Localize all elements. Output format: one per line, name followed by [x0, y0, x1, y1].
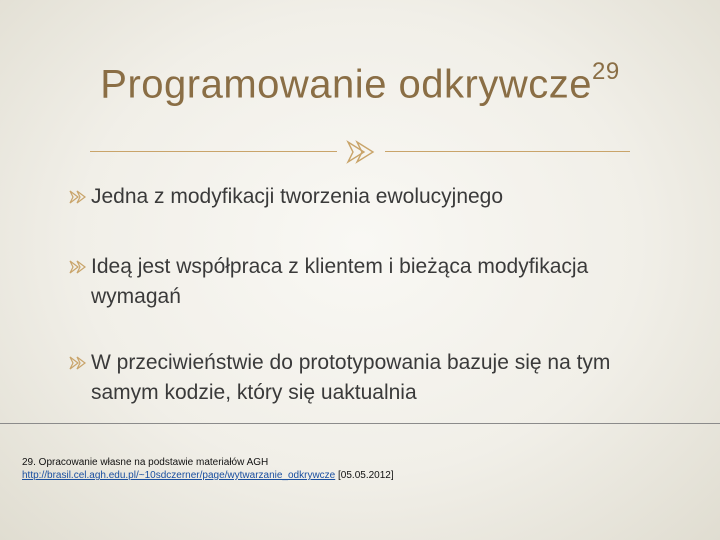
hollow-arrow-icon	[69, 355, 89, 371]
hollow-arrow-icon	[340, 139, 380, 165]
title-footnote-ref: 29	[592, 58, 620, 85]
footnote-date: [05.05.2012]	[335, 470, 394, 481]
hollow-arrow-icon	[69, 259, 89, 275]
footnote-link[interactable]: http://brasil.cel.agh.edu.pl/~10sdczerner/page/wytwarzanie_odkrywcze	[22, 470, 336, 481]
bullet-item	[69, 182, 679, 212]
footnote-separator	[0, 423, 720, 424]
footnote	[22, 456, 394, 482]
bullet-text: Jedna z modyfikacji tworzenia ewolucyjnego	[91, 185, 504, 208]
bullet-item	[69, 252, 679, 312]
hollow-arrow-icon	[69, 189, 89, 205]
footnote-line: 29. Opracowanie własne na podstawie materiałów AGH	[22, 457, 269, 468]
bullet-text: W przeciwieństwie do prototypowania bazuje się na tym samym kodzie, który się uaktualnia	[91, 351, 611, 404]
bullet-text: Ideą jest współpraca z klientem i bieżąca modyfikacja wymagań	[91, 255, 589, 308]
title-divider	[90, 139, 630, 165]
slide-title-text: Programowanie odkrywcze	[100, 62, 592, 107]
bullet-item	[69, 348, 679, 408]
slide-title	[0, 58, 720, 107]
footnote-source	[22, 469, 394, 482]
divider-line-right	[385, 151, 630, 152]
divider-line-left	[90, 151, 337, 152]
